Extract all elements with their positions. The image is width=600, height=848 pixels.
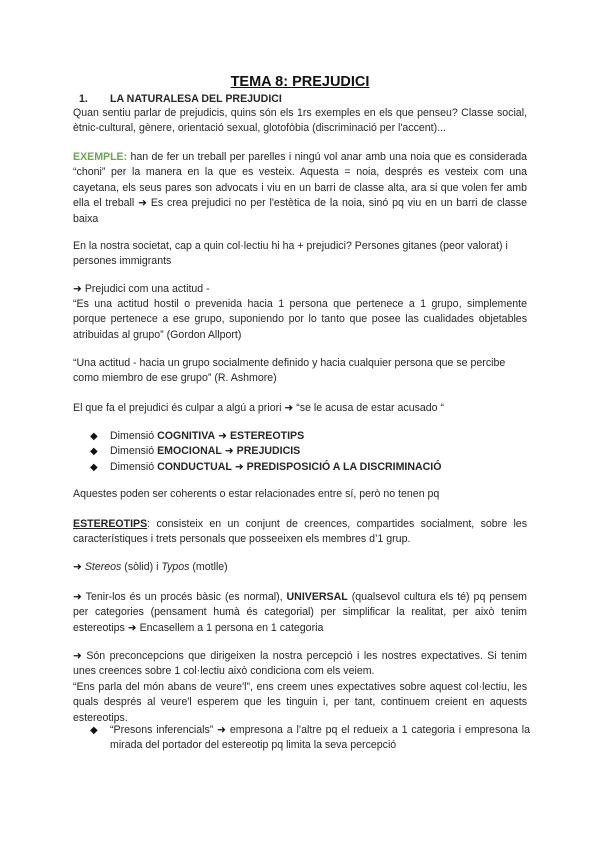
- arrow-icon: ➜: [234, 460, 244, 473]
- arrow-icon: ➜: [73, 650, 82, 662]
- arrow-icon: ➜: [73, 283, 82, 295]
- blame-paragraph: El que fa el prejudici és culpar a algú a priori ➜ “se le acusa de estar acusado “: [73, 402, 445, 414]
- inferential-list: [90, 723, 530, 754]
- expectations-paragraph: “Ens parla del món abans de veure'l”, ens creem unes expectatives sobre aquest col·lectiu, les quals després al veure'l esperem que les tinguin i, per tant, continuem creient en aquests estereotips.: [73, 681, 527, 724]
- ashmore-quote: “Una actitud - hacia un grupo socialmente definido y hacia cualquier persona que se percibe como miembro de ese grupo” (R. Ashmore): [73, 357, 506, 385]
- preconceptions-paragraph: ➜ Són preconcepcions que dirigeixen la nostra percepció i les nostres expectatives. Si tenim unes creences sobre 1 col·lectiu això condiciona com els veiem.: [73, 650, 527, 678]
- example-paragraph: EXEMPLE: han de fer un treball per parelles i ningú vol anar amb una noia que es considerada “choni” per la manera en la que es vesteix. Aquesta = noia, després es vesteix com una cayetana, els seus pares son advocats i viu en un barri de classe alta, ara si que volen fer amb ella el treball ➜ Es crea prejudici no per l'estètica de la noia, sinó pq viu en un barri de classe baixa: [73, 151, 527, 225]
- section-number: 1.: [79, 93, 88, 105]
- diamond-bullet-icon: ◆: [90, 725, 98, 736]
- list-item: ◆ Dimensió COGNITIVA ➜ ESTEREOTIPS: [90, 429, 530, 444]
- allport-quote: “Es una actitud hostil o prevenida hacia 1 persona que pertenece a 1 grupo, simplemente porque pertenece a ese grupo, suponiendo por lo tanto que posee las cualidades objetables atribuidas al grupo” (Gordon Allport): [73, 298, 527, 341]
- diamond-bullet-icon: ◆: [90, 431, 98, 442]
- coherent-paragraph: Aquestes poden ser coherents o estar relacionades entre sí, però no tenen pq: [73, 488, 440, 500]
- arrow-icon: ➜: [73, 591, 82, 603]
- dimensions-list: [90, 429, 530, 475]
- arrow-icon: ➜: [217, 724, 227, 736]
- process-paragraph: ➜ Tenir-los és un procés bàsic (es normal), UNIVERSAL (qualsevol cultura els té) pq pensem per categories (pensament humà és categorial) per simplificar la realitat, per això tenim estereotips ➜ Encasellem a 1 persona en 1 categoria: [73, 591, 527, 634]
- arrow-icon: ➜: [218, 430, 228, 442]
- estereotips-definition: ESTEREOTIPS: consisteix en un conjunt de creences, compartides socialment, sobre les característiques i trets personals que posseeixen els membres d’1 grup.: [73, 518, 527, 546]
- diamond-bullet-icon: ◆: [90, 461, 98, 473]
- list-item: ◆ Dimensió EMOCIONAL ➜ PREJUDICIS: [90, 444, 530, 459]
- example-label: EXEMPLE:: [73, 151, 128, 163]
- arrow-icon: ➜: [284, 402, 294, 414]
- etymology-paragraph: ➜ Stereos (sòlid) i Typos (motlle): [73, 561, 228, 573]
- intro-paragraph: Quan sentiu parlar de prejudicis, quins són els 1rs exemples en els que penseu? Classe social, ètnic-cultural, gènere, orientació sexual, glotofòbia (discriminació per l'accent)...: [73, 107, 527, 135]
- page-title: TEMA 8: PREJUDICI: [230, 74, 370, 90]
- society-paragraph: En la nostra societat, cap a quin col·lectiu hi ha + prejudici? Persones gitanes (peor valorat) i persones immigrants: [73, 240, 508, 268]
- arrow-icon: ➜: [73, 561, 82, 573]
- arrow-icon: ➜: [127, 621, 137, 634]
- diamond-bullet-icon: ◆: [90, 446, 98, 458]
- list-item: ◆ “Presons inferencials” ➜ empresona a l’altre pq el redueix a 1 categoria i empresona la mirada del portador del estereotip pq limita la seva percepció: [90, 724, 530, 752]
- list-item: ◆ Dimensió CONDUCTUAL ➜ PREDISPOSICIÓ A LA DISCRIMINACIÓ: [90, 460, 530, 475]
- arrow-icon: ➜: [224, 445, 234, 458]
- attitude-heading: ➜ Prejudici com una actitud -: [73, 283, 210, 295]
- section-label: LA NATURALESA DEL PREJUDICI: [110, 93, 282, 105]
- arrow-icon: ➜: [138, 197, 147, 210]
- estereotips-term: ESTEREOTIPS: [73, 518, 148, 530]
